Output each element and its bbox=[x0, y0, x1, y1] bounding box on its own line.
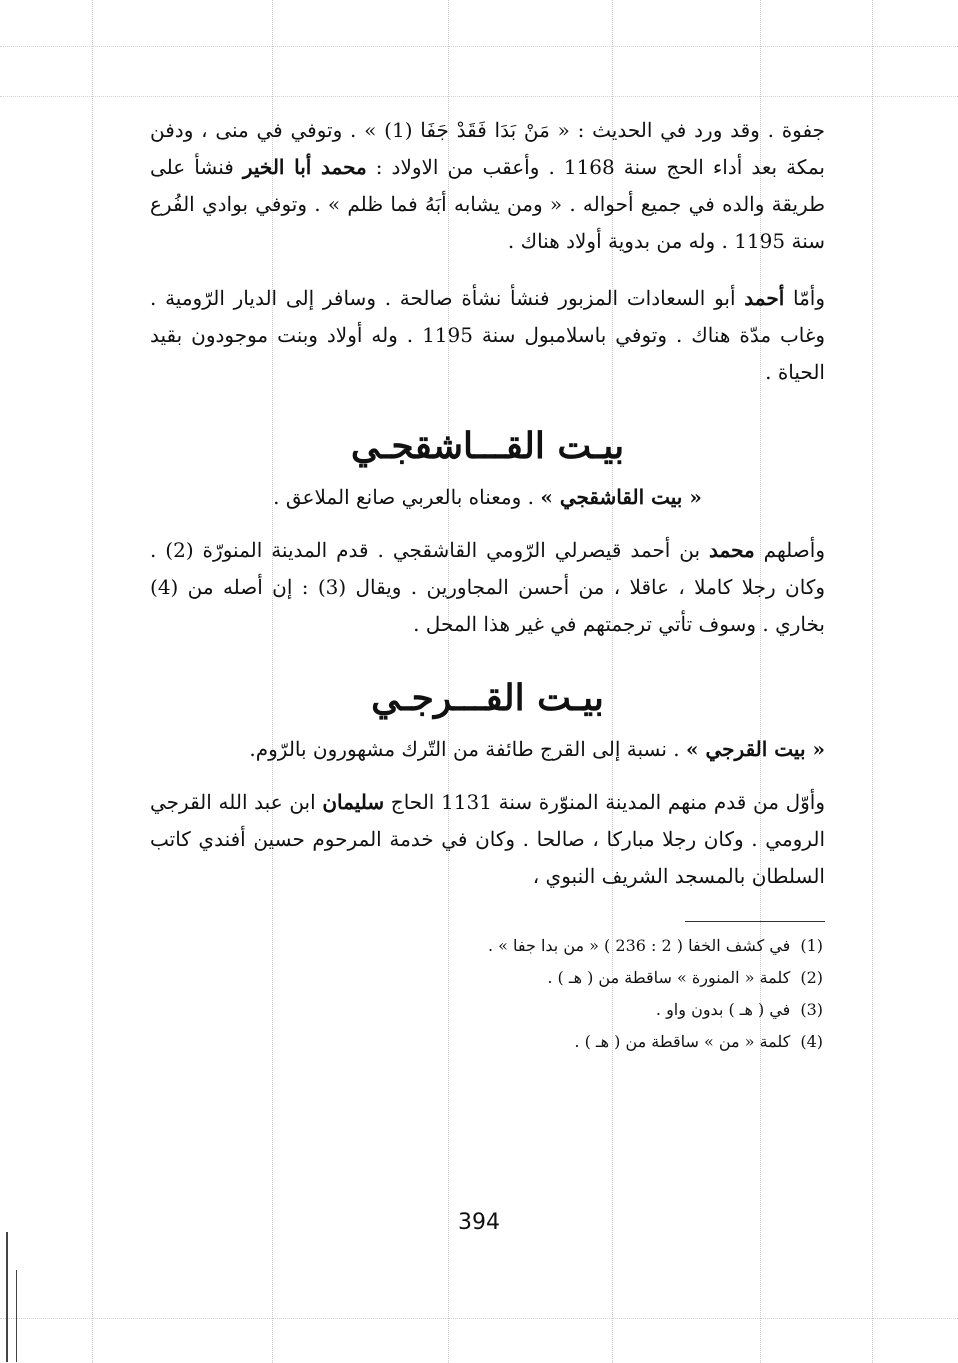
scan-guide-line bbox=[0, 46, 958, 47]
paragraph bbox=[150, 112, 825, 260]
footnote-number: (4) bbox=[800, 1032, 823, 1051]
text-run: جفوة . وقد ورد في الحديث : « مَنْ بَدَا فَقَدْ جَفَا (1) » . وتوفي في منى ، ودفن بمكة بعد أداء الحج سنة 1168 . وأعقب من الاولاد : bbox=[150, 118, 825, 179]
bold-name: محمد أبا الخير bbox=[242, 155, 367, 179]
text-run: بن أحمد قيصرلي الرّومي القاشقجي . قدم المدينة المنورّة (2) . وكان رجلا كاملا ، عاقلا ، من أحسن المجاورين . ويقال (3) : إن أصله من (4) بخاري . وسوف تأتي ترجمتهم في غير هذا المحل . bbox=[150, 538, 825, 636]
scan-guide-line bbox=[0, 1318, 958, 1319]
scan-edge-mark bbox=[16, 1270, 17, 1362]
footnote-text: كلمة « من » ساقطة من ( هـ ) . bbox=[574, 1032, 791, 1051]
paragraph bbox=[150, 280, 825, 391]
scan-edge-mark bbox=[6, 1232, 8, 1362]
text-run: فنشأ على طريقة والده في جميع أحواله . « ومن يشابه أبَهُ فما ظلم » . وتوفي بوادي الفُرع سنة 1195 . وله من بدوية أولاد هناك . bbox=[150, 155, 825, 253]
footnote bbox=[150, 930, 825, 962]
page-body bbox=[150, 112, 825, 1058]
footnote-number: (2) bbox=[800, 968, 823, 987]
footnote-text: في ( هـ ) بدون واو . bbox=[655, 1000, 791, 1019]
bold-name: أحمد bbox=[744, 286, 785, 310]
text-run: أبو السعادات المزبور فنشأ نشأة صالحة . وسافر إلى الديار الرّومية . وغاب مدّة هناك . وتوفي باسلامبول سنة 1195 . وله أولاد وبنت موجودون بقيد الحياة . bbox=[150, 286, 825, 384]
scan-guide-line bbox=[872, 0, 873, 1363]
text-run: . ومعناه بالعربي صانع الملاعق . bbox=[273, 485, 541, 509]
footnote-number: (1) bbox=[800, 936, 823, 955]
bold-name: محمد bbox=[709, 538, 755, 562]
section-title: بيـت القـــاشقجـي bbox=[350, 425, 625, 467]
paragraph bbox=[150, 532, 825, 643]
scan-guide-line bbox=[0, 96, 958, 97]
text-run: . نسبة إلى القرج طائفة من التّرك مشهورون بالرّوم. bbox=[249, 737, 687, 761]
bold-term: « بيت القرجي » bbox=[686, 737, 825, 761]
bold-name: سليمان bbox=[322, 790, 385, 814]
footnote bbox=[150, 994, 825, 1026]
text-run: وأوّل من قدم منهم المدينة المنوّرة سنة 1131 الحاج bbox=[384, 790, 825, 814]
text-run: ابن عبد الله القرجي الرومي . وكان رجلا مباركا ، صالحا . وكان في خدمة المرحوم حسين أفندي كاتب السلطان بالمسجد الشريف النبوي ، bbox=[150, 790, 825, 888]
footnote-number: (3) bbox=[800, 1000, 823, 1019]
footnote bbox=[150, 962, 825, 994]
bold-term: « بيت القاشقجي » bbox=[540, 485, 702, 509]
section-title: بيـت القـــرجـي bbox=[371, 677, 604, 719]
text-run: وأمّا bbox=[784, 286, 825, 310]
paragraph bbox=[150, 784, 825, 895]
section-intro bbox=[150, 731, 825, 768]
footnote-text: في كشف الخفا ( 2 : 236 ) « من بدا جفا » . bbox=[487, 936, 791, 955]
footnote-separator bbox=[685, 921, 825, 922]
section-intro bbox=[150, 479, 825, 516]
text-run: وأصلهم bbox=[754, 538, 825, 562]
scan-guide-line bbox=[92, 0, 93, 1363]
page-number: 394 bbox=[458, 1210, 500, 1235]
footnote-text: كلمة « المنورة » ساقطة من ( هـ ) . bbox=[547, 968, 791, 987]
footnotes bbox=[150, 930, 825, 1058]
footnote bbox=[150, 1026, 825, 1058]
